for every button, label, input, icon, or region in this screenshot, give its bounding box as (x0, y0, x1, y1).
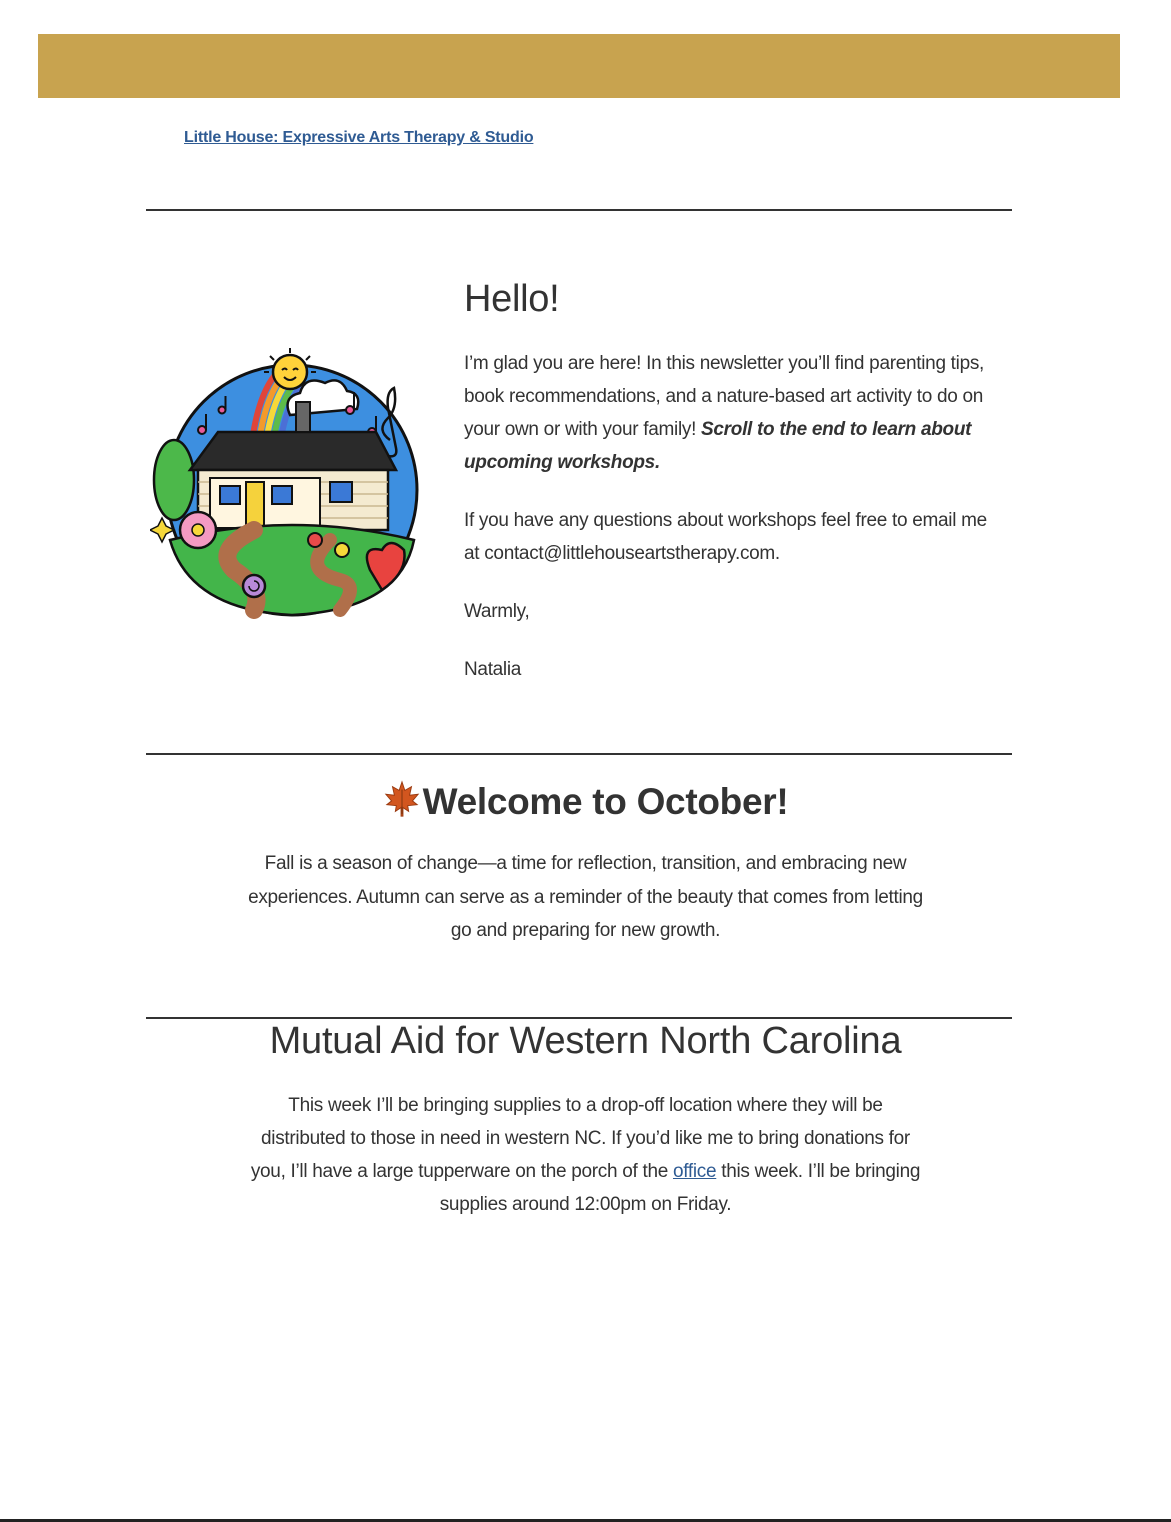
october-body: Fall is a season of change—a time for reflection, transition, and embracing new experiences. Autumn can serve as a reminder of the beauty that comes from letting go and preparing for new growth. (248, 853, 923, 941)
intro-section (464, 278, 994, 711)
mutual-aid-text: This week I’ll be bringing supplies to a drop-off location where they will be distributed to those in need in western NC. If you’d like me to bring donations for you, I’ll have a large tupperware on the porch of the (250, 1095, 910, 1182)
little-house-illustration (150, 340, 435, 625)
signature: Natalia (464, 659, 522, 680)
intro-emphasis: Scroll to the end to learn about upcoming workshops. (464, 419, 972, 473)
intro-title: Hello! (464, 278, 560, 320)
intro-paragraph-text: I’m glad you are here! In this newsletter you’ll find parenting tips, book recommendations, and a nature-based art activity to do on your own or with your family! (464, 353, 985, 440)
brand-link[interactable]: Little House: Expressive Arts Therapy & Studio (184, 129, 534, 146)
header-banner (38, 34, 1120, 98)
divider (146, 209, 1012, 211)
mutual-aid-body (246, 1089, 926, 1221)
contact-paragraph: If you have any questions about workshops feel free to email me at contact@littlehouseartstherapy.com. (464, 510, 987, 564)
divider (146, 753, 1012, 755)
october-title-text: Welcome to October! (422, 781, 789, 822)
mutual-aid-section (0, 1020, 1171, 1221)
october-section (0, 780, 1171, 948)
mutual-aid-title: Mutual Aid for Western North Carolina (269, 1020, 902, 1062)
office-link[interactable]: office (672, 1161, 717, 1182)
intro-paragraph (464, 347, 994, 479)
closing: Warmly, (464, 601, 530, 622)
october-title (0, 780, 1171, 823)
maple-leaf-icon (383, 780, 421, 818)
divider (146, 1017, 1012, 1019)
mutual-aid-text-end: this week. I’ll be bringing supplies around 12:00pm on Friday. (439, 1161, 921, 1215)
